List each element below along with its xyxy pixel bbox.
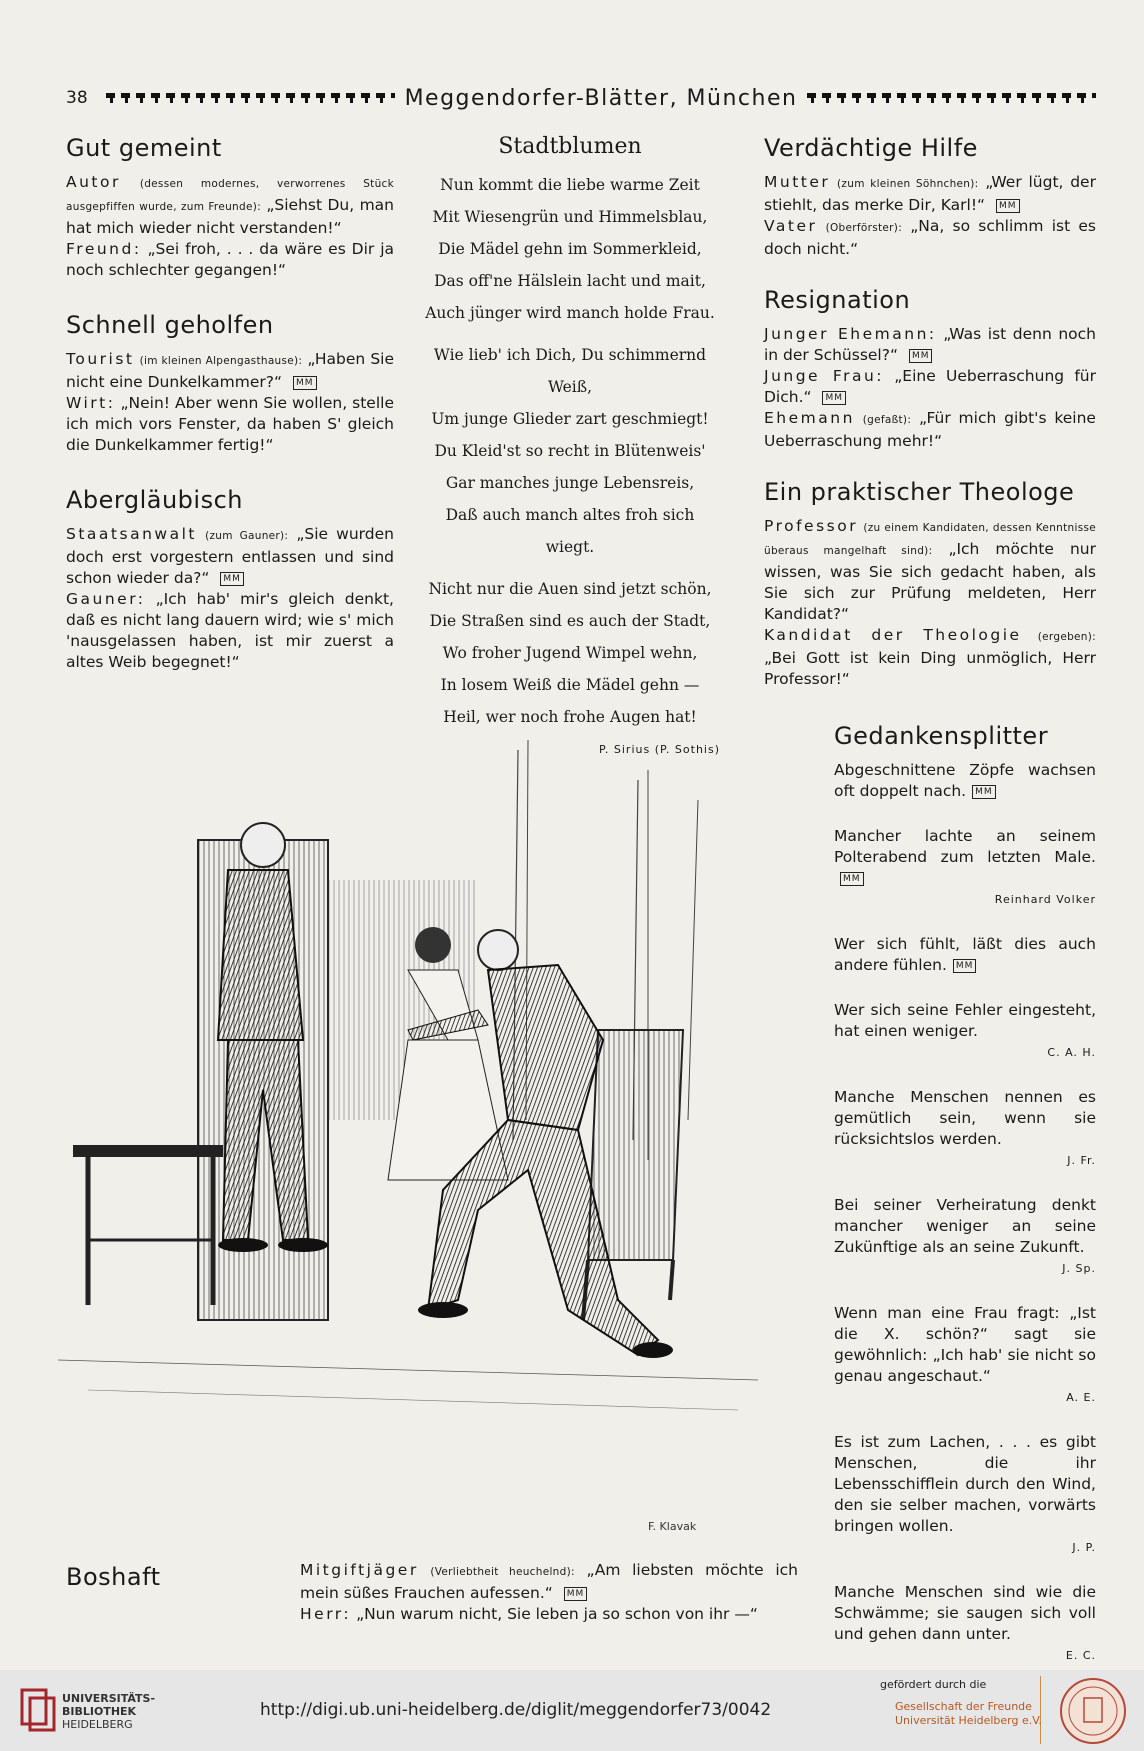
- left-column: [66, 134, 394, 673]
- page-header: [66, 84, 1096, 112]
- poem-line: Das off'ne Hälslein lacht und mait,: [434, 272, 706, 290]
- dialogue: „Siehst Du, man hat mich wieder nicht verstanden!“: [66, 196, 394, 237]
- stage-note: (dessen modernes, verworrenes Stück ausgepfiffen wurde, zum Freunde):: [66, 178, 394, 213]
- aphorism: [834, 760, 1096, 802]
- speaker: Herr:: [300, 1605, 352, 1623]
- library-name-line: BIBLIOTHEK: [62, 1705, 137, 1718]
- stage-note: (gefaßt):: [862, 414, 912, 426]
- joke-text: [66, 524, 394, 673]
- library-name-line: UNIVERSITÄTS-: [62, 1692, 156, 1705]
- poem-column: [420, 134, 720, 756]
- speaker: Autor: [66, 173, 121, 191]
- illustration-svg: [58, 740, 773, 1550]
- speaker: Freund:: [66, 240, 142, 258]
- section-title: Ein praktischer Theologe: [764, 478, 1075, 506]
- aphorism: [834, 1303, 1096, 1408]
- library-logo-icon: [20, 1688, 56, 1732]
- poem-stanza-2: [420, 339, 720, 563]
- aphorism-author: J. Fr.: [1067, 1154, 1096, 1167]
- poem-line: Die Mädel gehn im Sommerkleid,: [438, 240, 702, 258]
- section-boshaft: [300, 1560, 798, 1625]
- section-title: Abergläubisch: [66, 486, 243, 514]
- aphorism-text: Wer sich fühlt, läßt dies auch andere fühlen.: [834, 935, 1096, 974]
- section-boshaft-title: [66, 1563, 226, 1601]
- joke-text: [764, 172, 1096, 260]
- speaker: Mitgiftjäger: [300, 1561, 419, 1579]
- right-column: [764, 134, 1096, 690]
- poem-line: Auch jünger wird manch holde Frau.: [425, 304, 715, 322]
- aphorism-author: Reinhard Volker: [994, 893, 1096, 906]
- section-resignation: [764, 286, 1096, 452]
- speaker: Ehemann: [764, 409, 855, 427]
- society-name-line: Universität Heidelberg e.V.: [895, 1714, 1042, 1727]
- dialogue: „Nun warum nicht, Sie leben ja so schon von ihr —“: [356, 1605, 758, 1623]
- poem-author: P. Sirius (P. Sothis): [598, 743, 720, 756]
- joke-text: [764, 324, 1096, 452]
- aphorism: [834, 826, 1096, 910]
- mm-mark-icon: MM: [909, 349, 933, 363]
- aphorism-text: Wenn man eine Frau fragt: „Ist die X. schön?“ sagt sie gewöhnlich: „Ich hab' sie nicht so genau angeschaut.“: [834, 1304, 1096, 1385]
- joke-text: [300, 1560, 798, 1625]
- joke-text: [764, 516, 1096, 690]
- speaker: Junge Frau:: [764, 367, 885, 385]
- stage-note: (im kleinen Alpengasthause):: [139, 355, 303, 367]
- section-title: Boshaft: [66, 1563, 161, 1591]
- section-schnell-geholfen: [66, 311, 394, 456]
- aphorism: [834, 934, 1096, 976]
- stage-note: (zum Gauner):: [205, 530, 289, 542]
- poem-title: Stadtblumen: [498, 134, 642, 159]
- section-title: Gut gemeint: [66, 134, 222, 162]
- poem-line: Nun kommt die liebe warme Zeit: [440, 176, 700, 194]
- checker-ornament-left: [106, 93, 395, 103]
- dialogue: „Na, so schlimm ist es doch nicht.“: [764, 217, 1096, 258]
- speaker: Junger Ehemann:: [764, 325, 937, 343]
- poem-line: Wo froher Jugend Wimpel wehn,: [442, 644, 698, 662]
- poem-line: Mit Wiesengrün und Himmelsblau,: [432, 208, 708, 226]
- stage-note: (zu einem Kandidaten, dessen Kenntnisse überaus mangelhaft sind):: [764, 522, 1096, 557]
- poem-line: Die Straßen sind es auch der Stadt,: [429, 612, 711, 630]
- mm-mark-icon: MM: [953, 959, 977, 973]
- speaker: Kandidat der Theologie: [764, 626, 1022, 644]
- dialogue: „Ich hab' mir's gleich denkt, daß es nicht lang dauern wird; wie s' mich 'nausgelassen haben, ist mir zuerst a altes Weib begegnet!“: [66, 590, 394, 671]
- section-gedankensplitter: [834, 722, 1096, 1690]
- poem-line: Wie lieb' ich Dich, Du schimmernd Weiß,: [433, 346, 707, 396]
- poem-line: Nicht nur die Auen sind jetzt schön,: [428, 580, 712, 598]
- speaker: Vater: [764, 217, 818, 235]
- aphorism-text: Es ist zum Lachen, . . . es gibt Menschen, die ihr Lebensschifflein durch den Wind, den sie selber machen, vorwärts bringen wollen.: [834, 1433, 1096, 1535]
- poem-line: Du Kleid'st so recht in Blütenweis': [434, 442, 706, 460]
- library-name-line: HEIDELBERG: [62, 1718, 133, 1731]
- aphorism: [834, 1195, 1096, 1279]
- speaker: Wirt:: [66, 394, 116, 412]
- aphorism-text: Manche Menschen sind wie die Schwämme; sie saugen sich voll und gehen dann unter.: [834, 1583, 1096, 1643]
- poem-stanza-3: [420, 573, 720, 733]
- mm-mark-icon: MM: [564, 1587, 588, 1601]
- section-title: Gedankensplitter: [834, 722, 1049, 750]
- page-number: 38: [66, 88, 88, 108]
- dialogue: „Sie wurden doch erst vorgestern entlassen und sind schon wieder da?“: [66, 525, 394, 587]
- mm-mark-icon: MM: [220, 572, 244, 586]
- section-title: Verdächtige Hilfe: [764, 134, 978, 162]
- aphorism-text: Bei seiner Verheiratung denkt mancher weniger an seine Zukünftige als an seine Zukunft.: [834, 1196, 1096, 1256]
- poem-stanza-1: [420, 169, 720, 329]
- dialogue: „Am liebsten möchte ich mein süßes Frauchen aufessen.“: [300, 1561, 798, 1602]
- mm-mark-icon: MM: [293, 376, 317, 390]
- mm-mark-icon: MM: [996, 199, 1020, 213]
- society-name: [895, 1700, 1042, 1728]
- society-name-line: Gesellschaft der Freunde: [895, 1700, 1032, 1713]
- aphorism: [834, 1432, 1096, 1558]
- section-title: Resignation: [764, 286, 911, 314]
- poem-line: Heil, wer noch frohe Augen hat!: [443, 708, 697, 726]
- speaker: Professor: [764, 517, 859, 535]
- aphorism-text: Manche Menschen nennen es gemütlich sein, wenn sie rücksichtslos werden.: [834, 1088, 1096, 1148]
- digitization-url[interactable]: http://digi.ub.uni-heidelberg.de/diglit/meggendorfer73/0042: [260, 1700, 772, 1720]
- sponsor-text: gefördert durch die: [880, 1678, 987, 1691]
- poem-line: Um junge Glieder zart geschmiegt!: [431, 410, 709, 428]
- dialogue: „Haben Sie nicht eine Dunkelkammer?“: [66, 350, 394, 391]
- dialogue: „Was ist denn noch in der Schüssel?“: [764, 325, 1096, 364]
- aphorism: [834, 1087, 1096, 1171]
- checker-ornament-right: [807, 93, 1096, 103]
- library-name: [62, 1692, 155, 1731]
- section-title: Schnell geholfen: [66, 311, 274, 339]
- stage-note: (ergeben):: [1037, 631, 1096, 643]
- section-aberglaeubisch: [66, 486, 394, 673]
- aphorism-author: E. C.: [1065, 1649, 1096, 1662]
- illustration-drawing: [58, 740, 773, 1550]
- dialogue: „Bei Gott ist kein Ding unmöglich, Herr Professor!“: [764, 649, 1096, 688]
- magazine-title: Meggendorfer-Blätter, München: [404, 85, 798, 111]
- stage-note: (Oberförster):: [825, 222, 903, 234]
- speaker: Tourist: [66, 350, 135, 368]
- aphorism-text: Mancher lachte an seinem Polterabend zum letzten Male.: [834, 827, 1096, 866]
- speaker: Mutter: [764, 173, 831, 191]
- stage-note: (zum kleinen Söhnchen):: [837, 178, 979, 190]
- poem-line: In losem Weiß die Mädel gehn —: [440, 676, 700, 694]
- stage-note: (Verliebtheit heuchelnd):: [430, 1566, 575, 1578]
- joke-text: [66, 172, 394, 281]
- footer-bar: [0, 1670, 1144, 1751]
- dialogue: „Wer lügt, der stiehlt, das merke Dir, Karl!“: [764, 173, 1096, 214]
- aphorism-text: Wer sich seine Fehler eingesteht, hat einen weniger.: [834, 1001, 1096, 1040]
- university-seal-icon: [1058, 1676, 1128, 1746]
- dialogue: „Für mich gibt's keine Ueberraschung mehr!“: [764, 409, 1096, 450]
- dialogue: „Ich möchte nur wissen, was Sie sich gedacht haben, als Sie sich zur Prüfung meldeten, Herr Kandidat?“: [764, 540, 1096, 623]
- illustration-signature: F. Klavak: [648, 1520, 697, 1533]
- aphorism-text: Abgeschnittene Zöpfe wachsen oft doppelt nach.: [834, 761, 1096, 800]
- joke-text: [66, 349, 394, 456]
- floor-lines: [58, 1360, 758, 1410]
- mm-mark-icon: MM: [840, 872, 864, 886]
- poem-line: Daß auch manch altes froh sich wiegt.: [445, 506, 695, 556]
- dialogue: „Sei froh, . . . da wäre es Dir ja noch schlechter gegangen!“: [66, 240, 395, 279]
- poem-line: Gar manches junge Lebensreis,: [445, 474, 695, 492]
- dialogue: „Nein! Aber wenn Sie wollen, stelle ich mich vors Fenster, da haben S' gleich die Dunkelkammer fertig!“: [66, 394, 394, 454]
- speaker: Staatsanwalt: [66, 525, 197, 543]
- aphorism-author: C. A. H.: [1047, 1046, 1096, 1059]
- section-verdaechtige-hilfe: [764, 134, 1096, 260]
- aphorism-author: A. E.: [1066, 1391, 1096, 1404]
- section-gut-gemeint: [66, 134, 394, 281]
- mm-mark-icon: MM: [822, 391, 846, 405]
- mm-mark-icon: MM: [972, 785, 996, 799]
- aphorism-author: J. P.: [1072, 1541, 1096, 1554]
- dialogue: „Eine Ueberraschung für Dich.“: [764, 367, 1096, 406]
- aphorism: [834, 1582, 1096, 1666]
- section-praktischer-theologe: [764, 478, 1096, 690]
- aphorism-author: J. Sp.: [1062, 1262, 1096, 1275]
- aphorism: [834, 1000, 1096, 1063]
- speaker: Gauner:: [66, 590, 146, 608]
